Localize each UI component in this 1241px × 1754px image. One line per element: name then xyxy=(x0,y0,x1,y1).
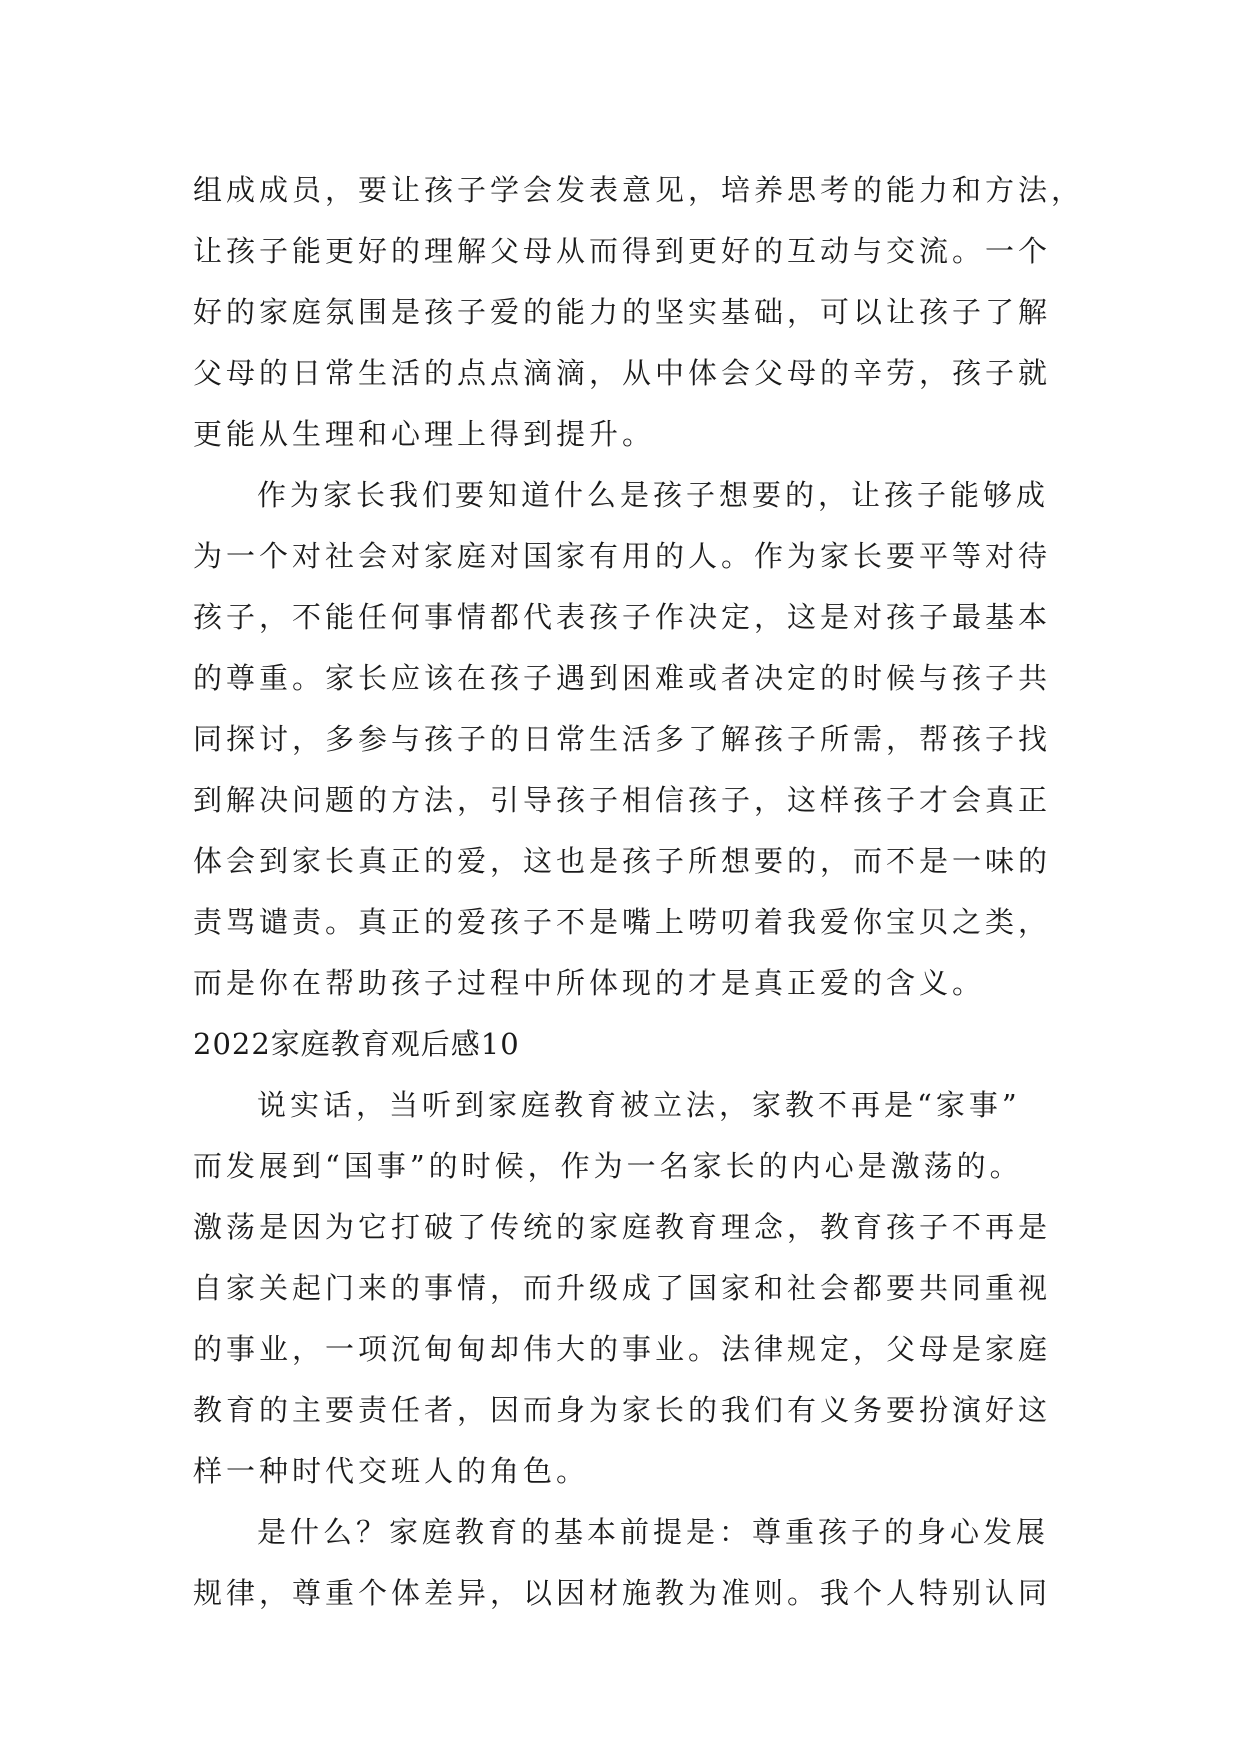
section-heading xyxy=(193,1014,1053,1075)
text-line: 的尊重。家长应该在孩子遇到困难或者决定的时候与孩子共 xyxy=(193,661,1052,695)
text-line: 体会到家长真正的爱，这也是孩子所想要的，而不是一味的 xyxy=(193,844,1052,878)
text-line: 激荡是因为它打破了传统的家庭教育理念，教育孩子不再是 xyxy=(193,1210,1052,1244)
text-line: 孩子，不能任何事情都代表孩子作决定，这是对孩子最基本 xyxy=(193,600,1052,634)
text-line: 同探讨，多参与孩子的日常生活多了解孩子所需，帮孩子找 xyxy=(193,722,1052,756)
text-line: 而发展到“国事”的时候，作为一名家长的内心是激荡的。 xyxy=(193,1149,1023,1183)
text-line: 为一个对社会对家庭对国家有用的人。作为家长要平等对待 xyxy=(193,539,1052,573)
text-line: 父母的日常生活的点点滴滴，从中体会父母的辛劳，孩子就 xyxy=(193,356,1052,390)
text-line: 责骂谴责。真正的爱孩子不是嘴上唠叨着我爱你宝贝之类， xyxy=(193,905,1052,939)
text-line: 的事业，一项沉甸甸却伟大的事业。法律规定，父母是家庭 xyxy=(193,1332,1052,1366)
text-line: 而是你在帮助孩子过程中所体现的才是真正爱的含义。 xyxy=(193,966,986,1000)
paragraph xyxy=(193,1075,1053,1502)
text-line: 到解决问题的方法，引导孩子相信孩子，这样孩子才会真正 xyxy=(193,783,1052,817)
text-line: 作为家长我们要知道什么是孩子想要的，让孩子能够成 xyxy=(257,478,1050,512)
text-line: 说实话，当听到家庭教育被立法，家教不再是“家事” xyxy=(257,1088,1021,1122)
text-line: 规律，尊重个体差异，以因材施教为准则。我个人特别认同 xyxy=(193,1576,1052,1610)
document-body xyxy=(193,160,1085,1624)
text-line: 教育的主要责任者，因而身为家长的我们有义务要扮演好这 xyxy=(193,1393,1052,1427)
paragraph xyxy=(193,160,1085,465)
paragraph xyxy=(193,465,1053,1014)
text-line: 让孩子能更好的理解父母从而得到更好的互动与交流。一个 xyxy=(193,234,1052,268)
paragraph xyxy=(193,1502,1053,1624)
text-line: 样一种时代交班人的角色。 xyxy=(193,1454,590,1488)
text-line: 自家关起门来的事情，而升级成了国家和社会都要共同重视 xyxy=(193,1271,1052,1305)
text-line: 是什么？家庭教育的基本前提是：尊重孩子的身心发展 xyxy=(257,1515,1050,1549)
text-line: 好的家庭氛围是孩子爱的能力的坚实基础，可以让孩子了解 xyxy=(193,295,1052,329)
text-line: 组成成员，要让孩子学会发表意见，培养思考的能力和方法， xyxy=(193,173,1085,207)
text-line: 更能从生理和心理上得到提升。 xyxy=(193,417,656,451)
heading-text: 2022家庭教育观后感10 xyxy=(193,1027,520,1061)
